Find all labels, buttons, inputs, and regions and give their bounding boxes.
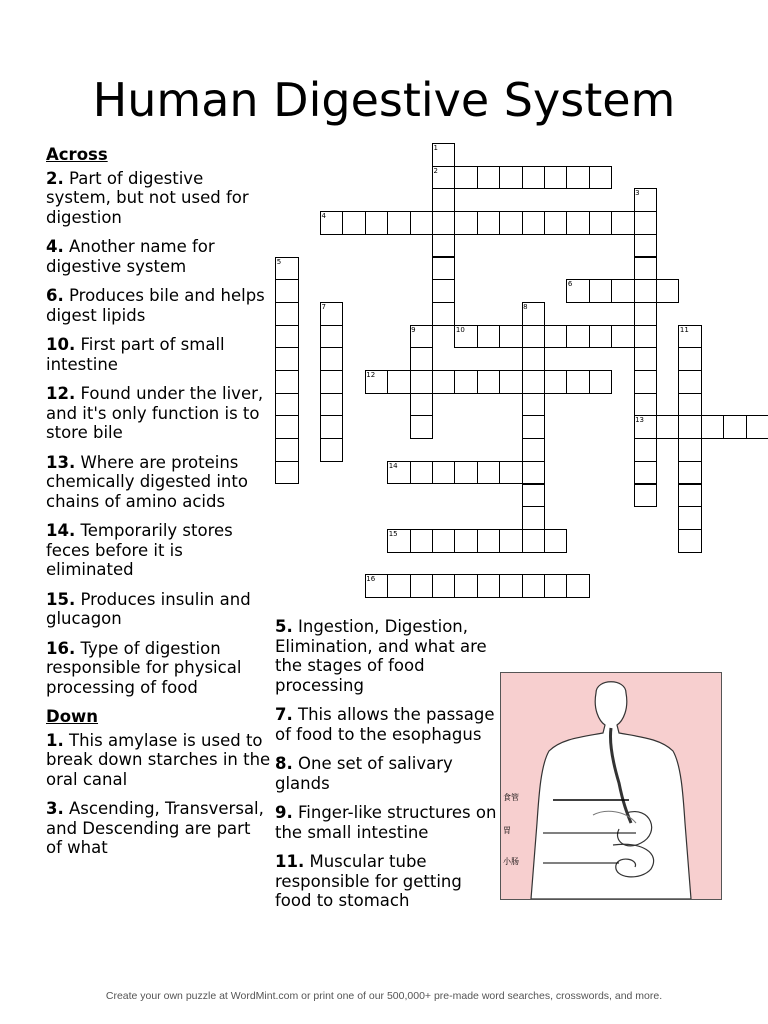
grid-cell[interactable] — [432, 279, 455, 303]
grid-cell[interactable] — [477, 529, 500, 553]
grid-clue-number: 2 — [433, 166, 438, 175]
grid-cell[interactable] — [342, 211, 365, 235]
grid-cell[interactable] — [387, 211, 410, 235]
grid-cell[interactable] — [522, 461, 545, 485]
grid-clue-number: 13 — [635, 416, 645, 425]
grid-cell[interactable] — [634, 257, 657, 281]
grid-cell[interactable] — [589, 279, 612, 303]
grid-cell[interactable] — [454, 529, 477, 553]
grid-cell[interactable] — [432, 529, 455, 553]
grid-cell[interactable] — [499, 370, 522, 394]
grid-clue-number: 12 — [366, 371, 376, 379]
grid-clue-number: 3 — [635, 189, 640, 198]
grid-cell[interactable] — [522, 166, 545, 190]
grid-cell[interactable] — [634, 211, 657, 235]
grid-clue-number: 11 — [679, 325, 689, 334]
grid-cell[interactable] — [410, 370, 433, 394]
grid-cell[interactable] — [544, 166, 567, 190]
grid-cell[interactable] — [275, 393, 298, 417]
grid-cell[interactable] — [275, 347, 298, 371]
grid-clue-number: 1 — [433, 144, 438, 152]
grid-cell[interactable] — [432, 257, 455, 281]
grid-cell[interactable] — [410, 461, 433, 485]
grid-cell[interactable] — [477, 166, 500, 190]
grid-cell[interactable] — [589, 166, 612, 190]
grid-cell[interactable] — [566, 166, 589, 190]
grid-cell[interactable] — [634, 234, 657, 258]
grid-cell[interactable] — [387, 574, 410, 598]
grid-cell[interactable] — [522, 438, 545, 462]
page-title: Human Digestive System — [92, 73, 676, 127]
grid-cell[interactable] — [410, 393, 433, 417]
grid-cell[interactable] — [589, 370, 612, 394]
clue-number: 16. — [46, 638, 76, 658]
grid-cell[interactable] — [499, 325, 522, 349]
grid-cell[interactable] — [454, 211, 477, 235]
grid-cell[interactable] — [432, 461, 455, 485]
grid-cell[interactable] — [634, 279, 657, 303]
grid-clue-number: 10 — [455, 325, 465, 334]
grid-cell[interactable] — [611, 211, 634, 235]
clue-number: 11. — [275, 852, 305, 871]
clue-down_right-7 — [275, 705, 500, 744]
clue-across-12 — [46, 384, 271, 443]
grid-cell[interactable] — [365, 211, 388, 235]
grid-cell[interactable] — [678, 393, 701, 417]
grid-cell[interactable] — [410, 211, 433, 235]
clue-text: This allows the passage of food to the esophagus — [275, 705, 495, 744]
grid-clue-number: 14 — [388, 461, 398, 470]
grid-cell[interactable] — [656, 415, 679, 439]
grid-cell[interactable] — [634, 370, 657, 394]
clue-across-14 — [46, 521, 271, 580]
clue-across-6 — [46, 286, 271, 325]
grid-clue-number: 15 — [388, 529, 398, 538]
grid-cell[interactable] — [746, 415, 768, 439]
grid-clue-number: 5 — [276, 257, 282, 266]
grid-cell[interactable] — [275, 415, 298, 439]
grid-cell[interactable] — [477, 370, 500, 394]
grid-cell[interactable] — [611, 279, 634, 303]
body-outline-illustration — [501, 673, 721, 899]
clue-across-10 — [46, 335, 271, 374]
grid-cell[interactable] — [477, 574, 500, 598]
grid-cell[interactable] — [432, 234, 455, 258]
clue-text: Ascending, Transversal, and Descending are part of what — [46, 799, 264, 857]
clue-down_right-11 — [275, 852, 500, 911]
grid-cell[interactable] — [678, 347, 701, 371]
clue-number: 10. — [46, 335, 76, 354]
grid-cell[interactable] — [611, 325, 634, 349]
grid-clue-number: 8 — [523, 302, 528, 311]
grid-cell[interactable] — [678, 370, 701, 394]
grid-cell[interactable] — [522, 415, 545, 439]
grid-cell[interactable] — [275, 461, 298, 485]
grid-cell[interactable] — [522, 347, 545, 371]
grid-cell[interactable] — [634, 484, 657, 508]
grid-cell[interactable] — [634, 461, 657, 485]
grid-cell[interactable] — [701, 415, 724, 439]
grid-cell[interactable] — [678, 529, 701, 553]
clue-number: 4. — [46, 237, 64, 256]
grid-cell[interactable] — [678, 506, 701, 530]
clue-across-16 — [46, 639, 271, 698]
clue-number: 14. — [46, 521, 76, 540]
grid-cell[interactable] — [477, 325, 500, 349]
grid-clue-number: 4 — [321, 212, 326, 221]
clue-down_left-1 — [46, 731, 271, 790]
grid-cell[interactable] — [275, 438, 298, 462]
grid-cell[interactable] — [522, 370, 545, 394]
grid-cell[interactable] — [275, 325, 298, 349]
clue-number: 8. — [275, 754, 293, 773]
grid-cell[interactable] — [678, 484, 701, 508]
grid-cell[interactable] — [320, 325, 343, 349]
grid-cell[interactable] — [499, 166, 522, 190]
grid-cell[interactable] — [320, 415, 343, 439]
grid-cell[interactable] — [589, 325, 612, 349]
clue-text: Ingestion, Digestion, Elimination, and what are the stages of food processing — [275, 617, 487, 695]
clues-right-column — [275, 617, 500, 921]
grid-cell[interactable] — [499, 211, 522, 235]
clue-text: Type of digestion responsible for physical processing of food — [46, 638, 242, 697]
grid-cell[interactable] — [320, 438, 343, 462]
grid-cell[interactable] — [522, 211, 545, 235]
label-esophagus: 食管 — [503, 793, 519, 802]
grid-clue-number: 16 — [366, 575, 376, 584]
grid-cell[interactable] — [499, 461, 522, 485]
clues-left-column — [46, 145, 271, 868]
grid-cell[interactable] — [678, 461, 701, 485]
clue-down_right-5 — [275, 617, 500, 695]
grid-cell[interactable] — [477, 461, 500, 485]
grid-cell[interactable] — [723, 415, 746, 439]
grid-cell[interactable] — [566, 211, 589, 235]
grid-clue-number: 9 — [411, 325, 416, 334]
clue-text: Where are proteins chemically digested into chains of amino acids — [46, 452, 248, 511]
grid-cell[interactable] — [454, 166, 477, 190]
clue-down_right-9 — [275, 803, 500, 842]
grid-cell[interactable] — [656, 279, 679, 303]
grid-cell[interactable] — [634, 347, 657, 371]
grid-cell[interactable] — [275, 302, 298, 326]
label-small-intestine: 小肠 — [503, 857, 519, 866]
clue-number: 3. — [46, 799, 64, 818]
clue-number: 1. — [46, 730, 64, 750]
grid-cell[interactable] — [544, 529, 567, 553]
grid-cell[interactable] — [477, 211, 500, 235]
grid-cell[interactable] — [320, 393, 343, 417]
across-clue-list — [46, 169, 271, 698]
grid-cell[interactable] — [544, 370, 567, 394]
down-clue-list-left — [46, 731, 271, 858]
clue-text: One set of salivary glands — [275, 754, 453, 793]
grid-cell[interactable] — [544, 211, 567, 235]
grid-cell[interactable] — [432, 302, 455, 326]
grid-cell[interactable] — [634, 438, 657, 462]
clue-number: 6. — [46, 286, 64, 305]
clue-text: Muscular tube responsible for getting food to stomach — [275, 852, 462, 910]
clue-number: 13. — [46, 452, 76, 472]
clue-text: Part of digestive system, but not used for digestion — [46, 168, 249, 227]
clue-text: Produces insulin and glucagon — [46, 589, 251, 628]
clue-number: 12. — [46, 384, 76, 403]
grid-cell[interactable] — [320, 370, 343, 394]
grid-cell[interactable] — [522, 393, 545, 417]
grid-cell[interactable] — [522, 529, 545, 553]
grid-cell[interactable] — [634, 325, 657, 349]
grid-cell[interactable] — [454, 461, 477, 485]
clue-text: Produces bile and helps digest lipids — [46, 286, 265, 325]
clue-down_left-3 — [46, 799, 271, 858]
grid-cell[interactable] — [410, 529, 433, 553]
grid-cell[interactable] — [544, 574, 567, 598]
clue-across-2 — [46, 169, 271, 228]
grid-cell[interactable] — [410, 347, 433, 371]
grid-cell[interactable] — [432, 370, 455, 394]
grid-cell[interactable] — [544, 325, 567, 349]
grid-cell[interactable] — [522, 325, 545, 349]
clue-number: 5. — [275, 617, 293, 636]
label-stomach: 胃 — [503, 826, 511, 835]
clue-down_right-8 — [275, 754, 500, 793]
grid-cell[interactable] — [410, 574, 433, 598]
clue-text: Found under the liver, and it's only function is to store bile — [46, 384, 264, 442]
grid-cell[interactable] — [589, 211, 612, 235]
clue-text: First part of small intestine — [46, 335, 225, 374]
grid-cell[interactable] — [410, 415, 433, 439]
grid-cell[interactable] — [522, 484, 545, 508]
grid-cell[interactable] — [634, 393, 657, 417]
grid-cell[interactable] — [678, 438, 701, 462]
grid-cell[interactable] — [432, 188, 455, 212]
grid-cell[interactable] — [522, 574, 545, 598]
grid-cell[interactable] — [275, 370, 298, 394]
grid-cell[interactable] — [634, 302, 657, 326]
grid-cell[interactable] — [566, 325, 589, 349]
grid-cell[interactable] — [499, 574, 522, 598]
grid-clue-number: 6 — [567, 280, 573, 289]
clue-number: 15. — [46, 589, 76, 609]
clue-text: Finger-like structures on the small intestine — [275, 803, 497, 842]
grid-cell[interactable] — [432, 574, 455, 598]
grid-cell[interactable] — [387, 370, 410, 394]
grid-cell[interactable] — [454, 370, 477, 394]
footer-text: Create your own puzzle at WordMint.com or print one of our 500,000+ pre-made word searches, crosswords, and more. — [105, 990, 663, 1002]
clue-text: This amylase is used to break down starches in the oral canal — [46, 730, 271, 789]
down-clue-list-right — [275, 617, 500, 911]
grid-cell[interactable] — [522, 506, 545, 530]
across-heading: Across — [46, 145, 108, 164]
clue-number: 9. — [275, 803, 293, 822]
grid-cell[interactable] — [320, 347, 343, 371]
grid-cell[interactable] — [566, 574, 589, 598]
grid-cell[interactable] — [678, 415, 701, 439]
grid-cell[interactable] — [275, 279, 298, 303]
grid-cell[interactable] — [566, 370, 589, 394]
digestive-system-figure — [500, 672, 722, 900]
clue-across-15 — [46, 590, 271, 629]
down-heading: Down — [46, 707, 99, 726]
grid-cell[interactable] — [432, 211, 455, 235]
clue-text: Another name for digestive system — [46, 237, 215, 276]
grid-cell[interactable] — [454, 574, 477, 598]
grid-cell[interactable] — [499, 529, 522, 553]
grid-clue-number: 7 — [321, 302, 326, 311]
clue-number: 2. — [46, 168, 64, 188]
clue-text: Temporarily stores feces before it is eliminated — [46, 521, 233, 579]
clue-across-4 — [46, 237, 271, 276]
clue-number: 7. — [275, 705, 293, 724]
clue-across-13 — [46, 453, 271, 512]
